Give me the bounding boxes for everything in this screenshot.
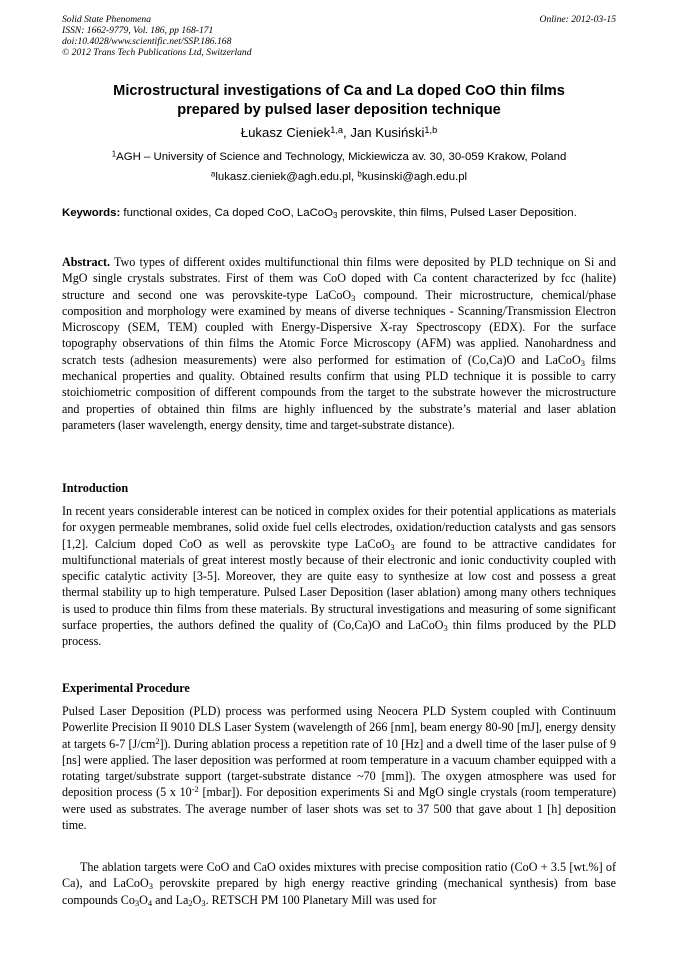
exp2-text-f: . RETSCH PM 100 Planetary Mill was used for xyxy=(205,892,437,907)
section-heading-introduction: Introduction xyxy=(62,481,129,495)
exp-text-2: ]). During ablation process a repetition rate of 10 [Hz] and a dwell time of the laser pulse of 9 [ns] were applied. The laser deposition was performed at room temperature in a vacuum chamber equipped with a rotating target/substrate support (target-substrate distance ~70 [mm]). The oxygen atmosphere was used for deposition process (5 x 10 xyxy=(62,736,616,800)
exp2-text-b: perovskite prepared by high energy reactive grinding (mechanical synthesis) from base compounds Co xyxy=(62,876,616,907)
author-list xyxy=(62,124,616,141)
exp2-subscript-5: 3 xyxy=(201,897,206,908)
intro-subscript-1: 3 xyxy=(390,541,395,552)
intro-text-3: thin films produced by the PLD process. xyxy=(62,618,616,649)
email-a[interactable]: lukasz.cieniek@agh.edu.pl xyxy=(215,171,352,183)
abstract-text-3: films mechanical properties and quality. Obtained results confirm that using PLD technique it is possible to carry stoichiometric composition of different compounds from the target to the substrate however the microstructure and properties of obtained thin films are highly influenced by the substrate’s material and laser ablation parameters (laser wavelength, energy density, time and target-substrate distance). xyxy=(62,352,616,432)
title-line-1: Microstructural investigations of Ca and La doped CoO thin films xyxy=(113,83,565,99)
journal-header xyxy=(62,14,252,58)
issn-line: ISSN: 1662-9779, Vol. 186, pp 168-171 xyxy=(62,25,214,36)
exp-text-3: [mbar]). For deposition experiments Si and MgO single crystals (room temperature) were used as substrates. The average number of laser shots was set to 37 500 that gave about 1 [h] deposition time. xyxy=(62,785,617,833)
abstract-subscript-1: 3 xyxy=(351,292,356,303)
exp2-text-a: The ablation targets were CoO and CaO oxides mixtures with precise composition ratio (CoO + 3.5 [wt.%] of Ca), and LaCoO xyxy=(62,860,616,891)
intro-text-2: are found to be attractive candidates for multifunctional materials of great interest mostly because of their electronic and ionic conductivity coupled with specific catalytic activity [3-5]. Moreover, they are quite easy to synthesize at low cost and possess a great thermal stability up to high temperature. Pulsed Laser Deposition (laser ablation) among many others techniques is used to produce thin films from these materials. By structural investigations and measuring of some significant surface properties, the authors defined the quality of (Co,Ca)O and LaCoO xyxy=(62,536,616,633)
exp2-subscript-1: 3 xyxy=(148,881,153,892)
exp2-subscript-4: 2 xyxy=(188,897,193,908)
keywords-subscript: 3 xyxy=(333,210,338,220)
exp2-subscript-2: 3 xyxy=(134,897,140,908)
exp2-subscript-3: 4 xyxy=(147,897,153,908)
exp2-text-c: O xyxy=(139,892,148,907)
title-line-2: prepared by pulsed laser deposition technique xyxy=(177,102,501,118)
email-a-mark: a xyxy=(210,169,216,179)
exp2-text-e: O xyxy=(192,892,202,907)
abstract-subscript-2: 3 xyxy=(580,357,585,368)
doi-line: doi:10.4028/www.scientific.net/SSP.186.168 xyxy=(62,36,232,47)
paper-title xyxy=(62,82,616,120)
copyright-line: © 2012 Trans Tech Publications Ltd, Switzerland xyxy=(62,47,252,58)
introduction-paragraph xyxy=(62,503,616,650)
section-heading-experimental: Experimental Procedure xyxy=(62,681,190,695)
author-emails xyxy=(62,170,616,185)
email-b-mark: b xyxy=(357,169,362,179)
keywords xyxy=(62,206,616,222)
author-separator: , xyxy=(343,125,351,140)
online-date: Online: 2012-03-15 xyxy=(539,14,616,25)
abstract-text-1: Two types of different oxides multifunctional thin films were deposited by PLD technique on Si and MgO single crystals substrates. First of them was CoO doped with Ca content characterized by fcc (halite) structure and second one was perovskite-type LaCoO xyxy=(62,255,616,302)
intro-subscript-2: 3 xyxy=(443,623,448,634)
journal-name: Solid State Phenomena xyxy=(62,14,151,25)
experimental-paragraph-1 xyxy=(62,703,616,833)
keywords-label: Keywords: xyxy=(62,207,121,219)
exp-superscript-1: 2 xyxy=(155,735,160,746)
abstract-text-2: compound. Their microstructure, chemical/phase composition and morphology were examined by means of diverse techniques - Scanning/Transmission Electron Microscopy (SEM, TEM) coupled with Energy-Dispersive X-ray Spectroscopy (EDX). For the surface topography observations of thin films the Atomic Force Microscopy (AFM) was applied. Nanohardness and scratch tests (adhesion measurements) were also performed for estimation of (Co,Ca)O and LaCoO xyxy=(62,287,616,367)
intro-text-1: In recent years considerable interest can be noticed in complex oxides for their potential applications as materials for oxygen permeable membranes, solid oxide fuel cells electrodes, oxidation/reduction catalysts and gas sensors [1,2]. Calcium doped CoO as well as perovskite type LaCoO xyxy=(62,504,616,551)
abstract-label: Abstract. xyxy=(62,255,111,269)
exp2-text-d: and La xyxy=(152,892,189,907)
email-b[interactable]: kusinski@agh.edu.pl xyxy=(361,171,468,183)
abstract xyxy=(62,254,616,433)
affiliation-text: AGH – University of Science and Technology, Mickiewicza av. 30, 30-059 Krakow, Poland xyxy=(116,151,567,163)
keywords-text-a: functional oxides, Ca doped CoO, LaCoO xyxy=(120,207,333,219)
affiliation-mark: 1 xyxy=(111,149,117,159)
author-1: Łukasz Cieniek xyxy=(240,125,331,140)
affiliation xyxy=(62,150,616,165)
author-1-affiliation-mark: 1,a xyxy=(330,124,344,135)
experimental-paragraph-2 xyxy=(62,859,616,908)
exp-superscript-2: -2 xyxy=(191,784,199,795)
exp-text-1: Pulsed Laser Deposition (PLD) process was performed using Neocera PLD System coupled with Continuum Powerlite Precision II 9010 DLS Laser System (wavelength of 266 [nm], beam energy 80-90 [mJ], energy density at targets 6-7 [J/cm xyxy=(62,704,616,751)
email-separator: , xyxy=(351,171,358,183)
author-2-affiliation-mark: 1,b xyxy=(424,124,438,135)
keywords-text-b: perovskite, thin films, Pulsed Laser Deposition. xyxy=(337,207,577,219)
author-2: Jan Kusiński xyxy=(350,125,425,140)
